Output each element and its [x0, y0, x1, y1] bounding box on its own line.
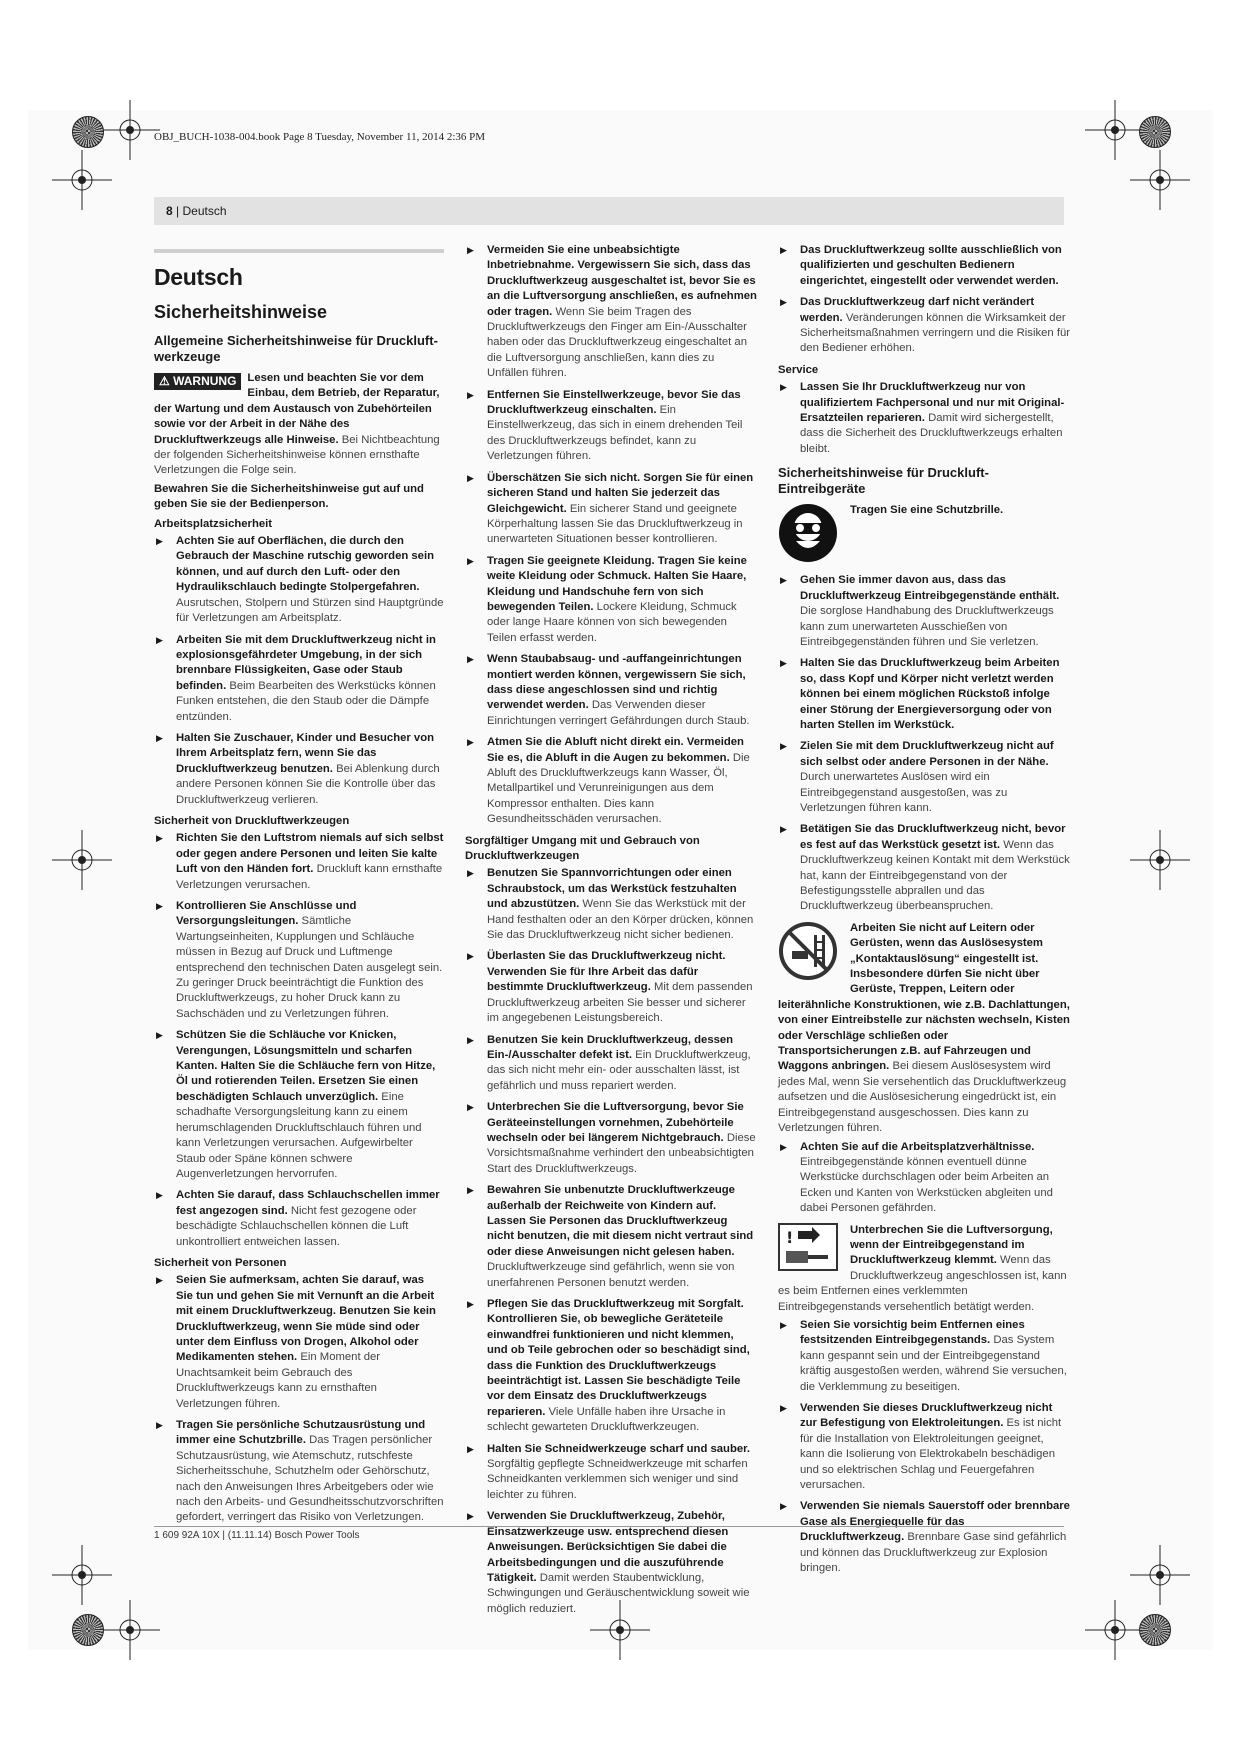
list-item: ▶ Halten Sie das Druckluftwerkzeug beim Arbeiten so, dass Kopf und Körper nicht verletzt werden können bei einem möglichen Rückstoß infolge einer Störung der Energieversorgung oder von harten Stellen im Werkstück. [778, 656, 1070, 733]
goggles-notice [778, 503, 1070, 567]
registration-mark-icon [52, 1545, 112, 1605]
air-supply-warning: ! Unterbrechen Sie die Luftversorgung, wenn der Eintreibgegenstand im Druckluftwerkzeug klemmt. Wenn das Druckluftwerkzeug angeschlossen ist, kann es beim Entfernen eines verklemmten Eintreibgegenstands versehentlich betätigt werden. [778, 1223, 1067, 1313]
header-section: Deutsch [182, 204, 227, 218]
list-item: ▶ Benutzen Sie kein Druckluftwerkzeug, dessen Ein-/Ausschalter defekt ist. Ein Druckluftwerkzeug, das sich nicht mehr ein- oder ausschalten lässt, ist gefährlich und muss repariert werden. [465, 1033, 757, 1095]
list-item: ▶ Zielen Sie mit dem Druckluftwerkzeug nicht auf sich selbst oder andere Personen in der Nähe. Durch unerwartetes Auslösen wird ein Eintreibgegenstand ausgestoßen, was zu Verletzungen führen kann. [778, 739, 1070, 816]
list-item: ▶ Verwenden Sie Druckluftwerkzeug, Zubehör, Einsatzwerkzeuge usw. entsprechend diesen Anweisungen. Berücksichtigen Sie dabei die Arbeitsbedingungen und die auszuführende Tätigkeit. Damit werden Staubentwicklung, Schwingungen und Geräuschentwicklung soweit wie möglich reduziert. [465, 1509, 757, 1617]
subsection-title: Allgemeine Sicherheitshinweise für Druckluft-werkzeuge [154, 333, 438, 364]
no-ladder-icon [778, 921, 838, 981]
subheading: Sorgfältiger Umgang mit und Gebrauch von Druckluftwerkzeugen [465, 834, 700, 863]
list-item: ▶ Seien Sie aufmerksam, achten Sie darauf, was Sie tun und gehen Sie mit Vernunft an die Arbeit mit einem Druckluftwerkzeug. Benutzen Sie kein Druckluftwerkzeug, wenn Sie müde sind oder unter dem Einfluss von Drogen, Alkohol oder Medikamenten stehen. Ein Moment der Unachtsamkeit beim Gebrauch des Druckluftwerkzeugs kann zu ernsthaften Verletzungen führen. [154, 1273, 444, 1412]
list-item: ▶ Richten Sie den Luftstrom niemals auf sich selbst oder gegen andere Personen und leiten Sie kalte Luft von den Händen fort. Druckluft kann ernsthafte Verletzungen verursachen. [154, 831, 444, 893]
list-item: ▶ Lassen Sie Ihr Druckluftwerkzeug nur von qualifiziertem Fachpersonal und nur mit Original-Ersatzteilen reparieren. Damit wird sichergestellt, dass die Sicherheit des Druckluftwerkzeugs erhalten bleibt. [778, 380, 1070, 457]
column-2 [465, 243, 757, 1623]
column-1 [154, 243, 444, 1532]
disconnect-air-icon [778, 1223, 838, 1271]
page-number: 8 [166, 204, 173, 218]
list-item: ▶ Verwenden Sie niemals Sauerstoff oder brennbare Gase als Energiequelle für das Druckluftwerkzeug. Brennbare Gase sind gefährlich und können das Druckluftwerkzeug zur Explosion bringen. [778, 1499, 1070, 1576]
list-item: ▶ Verwenden Sie dieses Druckluftwerkzeug nicht zur Befestigung von Elektroleitungen. Es ist nicht für die Installation von Elektroleitungen geeignet, kann die Isolierung von Elektrokabeln beschädigen und so elektrischen Schlag und Feuergefahren verursachen. [778, 1401, 1070, 1493]
header-separator: | [172, 204, 183, 218]
list-item: ▶ Bewahren Sie unbenutzte Druckluftwerkzeuge außerhalb der Reichweite von Kindern auf. Lassen Sie Personen das Druckluftwerkzeug nicht benutzen, die mit diesem nicht vertraut sind oder diese Anweisungen nicht gelesen haben. Druckluftwerkzeuge sind gefährlich, wenn sie von unerfahrenen Personen benutzt werden. [465, 1183, 757, 1291]
list-item: ▶ Achten Sie auf die Arbeitsplatzverhältnisse. Eintreibgegenstände können eventuell dünne Werkstücke durchschlagen oder beim Arbeiten an Ecken und Kanten von Werkstücken abgleiten und dabei Personen gefährden. [778, 1140, 1070, 1217]
page-title: Deutsch [154, 264, 243, 290]
color-rosette-icon [1139, 116, 1171, 148]
warning-paragraph: ⚠ WARNUNG Lesen und beachten Sie vor dem Einbau, dem Betrieb, der Reparatur, der Wartung und dem Austausch von Zubehörteilen sowie vor der Arbeit in der Nähe des Druckluftwerkzeugs alle Hinweise. Bei Nichtbeachtung der folgenden Sicherheitshinweise können ernsthafte Verletzungen die Folge sein. [154, 372, 440, 477]
registration-mark-icon [1130, 150, 1190, 210]
footer-rule [154, 1526, 1064, 1527]
list-item: ▶ Atmen Sie die Abluft nicht direkt ein. Vermeiden Sie es, die Abluft in die Augen zu bekommen. Die Abluft des Druckluftwerkzeugs kann Wasser, Öl, Metallpartikel und Verunreinigungen aus dem Kompressor enthalten. Dies kann Gesundheitsschäden verursachen. [465, 735, 757, 827]
keep-instructions: Bewahren Sie die Sicherheitshinweise gut auf und geben Sie sie der Bedienperson. [154, 482, 424, 511]
goggles-text: Tragen Sie eine Schutzbrille. [850, 504, 1004, 517]
svg-text:!: ! [786, 1227, 794, 1247]
registration-mark-icon [52, 150, 112, 210]
list-item: ▶ Arbeiten Sie mit dem Druckluftwerkzeug nicht in explosionsgefährdeter Umgebung, in der sich brennbare Flüssigkeiten, Gase oder Staub befinden. Beim Bearbeiten des Werkstücks können Funken entstehen, die den Staub oder die Dämpfe entzünden. [154, 633, 444, 725]
list-item: ▶ Seien Sie vorsichtig beim Entfernen eines festsitzenden Eintreibgegenstands. Das System kann gespannt sein und der Eintreibgegenstand kräftig ausgestoßen werden, während Sie versuchen, die Verklemmung zu beseitigen. [778, 1318, 1070, 1395]
registration-mark-icon [1130, 1545, 1190, 1605]
list-item: ▶ Wenn Staubabsaug- und -auffangeinrichtungen montiert werden können, vergewissern Sie sich, dass diese angeschlossen sind und richtig verwendet werden. Das Verwenden dieser Einrichtungen verringert Gefährdungen durch Staub. [465, 652, 757, 729]
list-item: ▶ Das Druckluftwerkzeug darf nicht verändert werden. Veränderungen können die Wirksamkeit der Sicherheitsmaßnahmen verringern und die Risiken für den Bediener erhöhen. [778, 295, 1070, 357]
page-header [154, 197, 1064, 225]
list-item: ▶ Achten Sie auf Oberflächen, die durch den Gebrauch der Maschine rutschig geworden sein können, und auf durch den Luft- oder den Hydraulikschlauch bedingte Stolpergefahren. Ausrutschen, Stolpern und Stürzen sind Hauptgründe für Verletzungen am Arbeitsplatz. [154, 534, 444, 626]
color-rosette-icon [1139, 1614, 1171, 1646]
list-item: ▶ Achten Sie darauf, dass Schlauchschellen immer fest angezogen sind. Nicht fest gezogene oder beschädigte Schlauchschellen können die Luft unkontrolliert entweichen lassen. [154, 1188, 444, 1250]
list-item: ▶ Unterbrechen Sie die Luftversorgung, bevor Sie Geräteeinstellungen vornehmen, Zubehörteile wechseln oder bei längerem Nichtgebrauch. Diese Vorsichtsmaßnahme verhindert den unbeabsichtigten Start des Druckluftwerkzeugs. [465, 1100, 757, 1177]
registration-mark-icon [52, 830, 112, 890]
list-item: ▶ Das Druckluftwerkzeug sollte ausschließlich von qualifizierten und geschulten Bedienern eingerichtet, eingestellt oder verwendet werden. [778, 243, 1070, 289]
list-item: ▶ Schützen Sie die Schläuche vor Knicken, Verengungen, Lösungsmitteln und scharfen Kanten. Halten Sie die Schläuche fern von Hitze, Öl und rotierenden Teilen. Ersetzen Sie einen beschädigten Schlauch unverzüglich. Eine schadhafte Versorgungsleitung kann zu einem herumschlagenden Druckluftschlauch führen und kann Verletzungen verursachen. Aufgewirbelter Staub oder Späne können schwere Augenverletzungen hervorrufen. [154, 1028, 444, 1182]
section-title: Sicherheitshinweise [154, 302, 328, 322]
registration-mark-icon [1085, 1600, 1145, 1660]
list-item: ▶ Entfernen Sie Einstellwerkzeuge, bevor Sie das Druckluftwerkzeug einschalten. Ein Einstellwerkzeug, das sich in einem drehenden Teil des Druckluftwerkzeugs befindet, kann zu Verletzungen führen. [465, 388, 757, 465]
list-item: ▶ Betätigen Sie das Druckluftwerkzeug nicht, bevor es fest auf das Werkstück gesetzt ist. Wenn das Druckluftwerkzeug keinen Kontakt mit dem Werkstück hat, kann der Eintreibgegenstand von der Befestigungsstelle abprallen und das Druckluftwerkzeug überbeanspruchen. [778, 822, 1070, 914]
subheading: Sicherheit von Druckluftwerkzeugen [154, 814, 350, 827]
list-item: ▶ Überlasten Sie das Druckluftwerkzeug nicht. Verwenden Sie für Ihre Arbeit das dafür bestimmte Druckluftwerkzeug. Mit dem passenden Druckluftwerkzeug arbeiten Sie besser und sicherer im angegebenen Leistungsbereich. [465, 949, 757, 1026]
list-item: ▶ Vermeiden Sie eine unbeabsichtigte Inbetriebnahme. Vergewissern Sie sich, dass das Druckluftwerkzeug ausgeschaltet ist, bevor Sie es an die Luftversorgung anschließen, es aufnehmen oder tragen. Wenn Sie beim Tragen des Druckluftwerkzeugs den Finger am Ein-/Ausschalter haben oder das Druckluftwerkzeug eingeschaltet an die Luftversorgung anschließen, kann dies zu Unfällen führen. [465, 243, 757, 382]
ladder-warning: Arbeiten Sie nicht auf Leitern oder Gerüsten, wenn das Auslösesystem „Kontaktauslösung“ eingestellt ist. Insbesondere dürfen Sie nicht über Gerüste, Treppen, Leitern oder leiterähnliche Konstruktionen, wie z.B. Dachlattungen, von einer Eintreibstelle zur nächsten wechseln, Kisten oder Verschläge schließen oder Transportsicherungen z.B. auf Fahrzeugen und Waggons anbringen. Bei diesem Auslösesystem wird jedes Mal, wenn Sie versehentlich das Druckluftwerkzeug aufsetzen und die Auslösesicherung eingedrückt ist, ein Eintreibgegenstand ausgeschossen. Dies kann zu Verletzungen führen. [778, 921, 1070, 1135]
list-item: ▶ Tragen Sie geeignete Kleidung. Tragen Sie keine weite Kleidung oder Schmuck. Halten Sie Haare, Kleidung und Handschuhe fern von sich bewegenden Teilen. Lockere Kleidung, Schmuck oder lange Haare können von sich bewegenden Teilen erfasst werden. [465, 554, 757, 646]
safety-goggles-icon [778, 503, 838, 563]
list-item: ▶ Pflegen Sie das Druckluftwerkzeug mit Sorgfalt. Kontrollieren Sie, ob bewegliche Geräteteile einwandfrei funktionieren und nicht klemmen, und ob Teile gebrochen oder so beschädigt sind, dass die Funktion des Druckluftwerkzeugs beeinträchtigt ist. Lassen Sie beschädigte Teile vor dem Einsatz des Druckluftwerkzeugs reparieren. Viele Unfälle haben ihre Ursache in schlecht gewarteten Druckluftwerkzeugen. [465, 1297, 757, 1436]
list-item: ▶ Gehen Sie immer davon aus, dass das Druckluftwerkzeug Eintreibgegenstände enthält. Die sorglose Handhabung des Druckluftwerkzeugs kann zum unerwarteten Ausschießen von Eintreibgegenständen führen und Sie verletzen. [778, 573, 1070, 650]
list-item: ▶ Halten Sie Zuschauer, Kinder und Besucher von Ihrem Arbeitsplatz fern, wenn Sie das Druckluftwerkzeug benutzen. Bei Ablenkung durch andere Personen können Sie die Kontrolle über das Druckluftwerkzeug verlieren. [154, 731, 444, 808]
list-item: ▶ Halten Sie Schneidwerkzeuge scharf und sauber. Sorgfältig gepflegte Schneidwerkzeuge mit scharfen Schneidkanten verklemmen sich weniger und sind leichter zu führen. [465, 1442, 757, 1504]
list-item: ▶ Überschätzen Sie sich nicht. Sorgen Sie für einen sicheren Stand und halten Sie jederzeit das Gleichgewicht. Ein sicherer Stand und geeignete Körperhaltung lassen Sie das Druckluftwerkzeug in unerwarteten Situationen besser kontrollieren. [465, 471, 757, 548]
registration-mark-icon [100, 1600, 160, 1660]
color-rosette-icon [72, 1614, 104, 1646]
column-3 [778, 243, 1070, 1582]
page-footer: 1 609 92A 10X | (11.11.14) Bosch Power Tools [154, 1530, 360, 1541]
list-item: ▶ Tragen Sie persönliche Schutzausrüstung und immer eine Schutzbrille. Das Tragen persönlicher Schutzausrüstung, wie Atemschutz, rutschfeste Sicherheitsschuhe, Schutzhelm oder Gehörschutz, nach den Anweisungen Ihres Arbeitgebers oder wie nach den Arbeits- und Gesundheitsschutzvorschriften gefordert, verringert das Risiko von Verletzungen. [154, 1418, 444, 1526]
subheading: Sicherheit von Personen [154, 1256, 287, 1269]
subheading: Service [778, 363, 819, 376]
list-item: ▶ Benutzen Sie Spannvorrichtungen oder einen Schraubstock, um das Werkstück festzuhalten und abzustützen. Wenn Sie das Werkstück mit der Hand festhalten oder an den Körper drücken, können Sie das Druckluftwerkzeug nicht sicher bedienen. [465, 866, 757, 943]
divider [154, 249, 444, 253]
warning-badge: ⚠ WARNUNG [154, 373, 241, 390]
subheading: Arbeitsplatzsicherheit [154, 517, 273, 530]
file-info: OBJ_BUCH-1038-004.book Page 8 Tuesday, November 11, 2014 2:36 PM [154, 131, 486, 143]
subsection-title: Sicherheitshinweise für Druckluft-Eintreibgeräte [778, 465, 989, 497]
registration-mark-icon [1130, 830, 1190, 890]
list-item: ▶ Kontrollieren Sie Anschlüsse und Versorgungsleitungen. Sämtliche Wartungseinheiten, Kupplungen und Schläuche müssen in Bezug auf Druck und Luftmenge entsprechend den technischen Daten ausgelegt sein. Zu geringer Druck beeinträchtigt die Funktion des Druckluftwerkzeugs, zu hoher Druck kann zu Sachschäden und zu Verletzungen führen. [154, 899, 444, 1022]
color-rosette-icon [72, 116, 104, 148]
